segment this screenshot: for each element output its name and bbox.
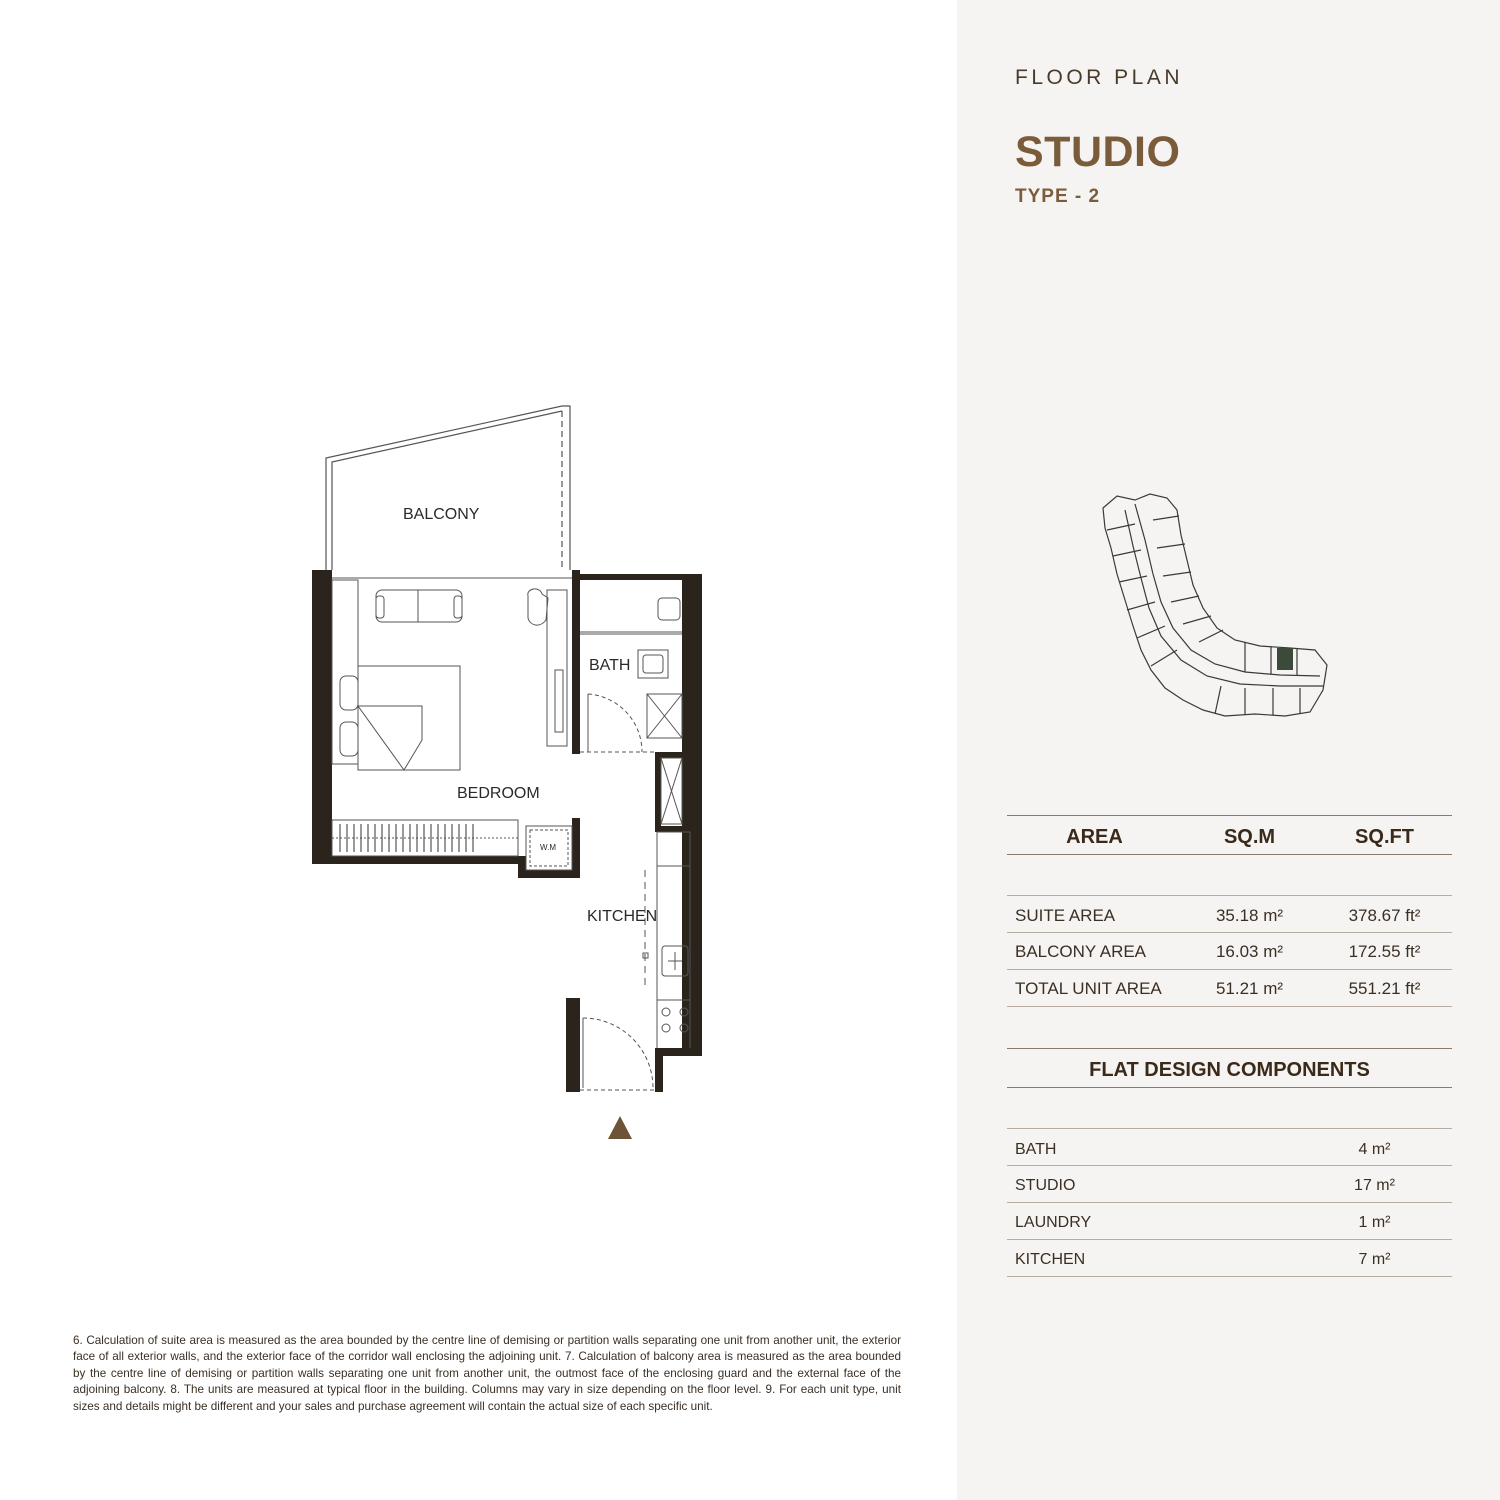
row-label: BATH — [1015, 1141, 1057, 1158]
row-label: LAUNDRY — [1015, 1214, 1092, 1231]
row-sqft: 378.67 ft² — [1348, 906, 1421, 925]
table-row — [1007, 896, 1452, 933]
table-row — [1007, 933, 1452, 970]
room-label-balcony: BALCONY — [403, 506, 480, 523]
footnote: 6. Calculation of suite area is measured as the area bounded by the centre line of demising or partition walls separating one unit from another unit, the exterior face of all exterior walls, and the exterior face of the corridor wall enclosing the adjoining unit. 7. Calculation of balcony area is measured as the area bounded by the centre line of demising or partition walls separating one unit from another unit, the outmost face of the enclosing guard and the external face of the adjoining balcony. 8. The units are measured at typical floor in the building. Columns may vary in size depending on the floor level. 9. For each unit type, unit sizes and details might be different and your sales and purchase agreement will contain the actual size of each specific unit. — [73, 1334, 901, 1413]
building-key-plan — [1095, 490, 1335, 725]
table-row — [1007, 1129, 1452, 1166]
row-label: SUITE AREA — [1015, 906, 1116, 925]
row-sqm: 16.03 m² — [1215, 942, 1284, 961]
row-sqm: 35.18 m² — [1215, 906, 1284, 925]
table-row — [1007, 1166, 1452, 1203]
unit-type: TYPE - 2 — [1015, 186, 1101, 207]
row-label: TOTAL UNIT AREA — [1015, 979, 1162, 998]
table-row — [1007, 970, 1452, 1007]
balcony-outline — [326, 406, 570, 570]
interior-lines — [332, 578, 690, 1090]
row-label: BALCONY AREA — [1015, 942, 1147, 961]
row-value: 4 m² — [1358, 1141, 1391, 1158]
header-sqft: SQ.FT — [1355, 826, 1414, 848]
row-sqft: 172.55 ft² — [1348, 942, 1421, 961]
components-title: FLAT DESIGN COMPONENTS — [1089, 1059, 1370, 1081]
components-table-header — [1007, 1048, 1452, 1088]
row-value: 1 m² — [1358, 1214, 1391, 1231]
header-area: AREA — [1066, 826, 1123, 848]
row-value: 17 m² — [1354, 1177, 1395, 1194]
area-table-header — [1007, 815, 1452, 855]
row-sqm: 51.21 m² — [1215, 979, 1284, 998]
entrance-arrow-icon — [608, 1116, 632, 1139]
eyebrow-label: FLOOR PLAN — [1015, 66, 1184, 89]
table-row — [1007, 1240, 1452, 1277]
header-sqm: SQ.M — [1223, 826, 1276, 848]
room-label-washing-machine: W.M — [540, 843, 556, 852]
room-label-bedroom: BEDROOM — [457, 785, 540, 802]
row-value: 7 m² — [1358, 1251, 1391, 1268]
room-label-kitchen: KITCHEN — [587, 908, 658, 925]
walls — [312, 570, 702, 1092]
row-label: KITCHEN — [1015, 1251, 1086, 1268]
table-row — [1007, 1203, 1452, 1240]
row-sqft: 551.21 ft² — [1348, 979, 1421, 998]
row-label: STUDIO — [1015, 1177, 1076, 1194]
room-label-bath: BATH — [589, 657, 631, 674]
unit-title: STUDIO — [1015, 128, 1181, 176]
highlighted-unit — [1277, 648, 1293, 670]
